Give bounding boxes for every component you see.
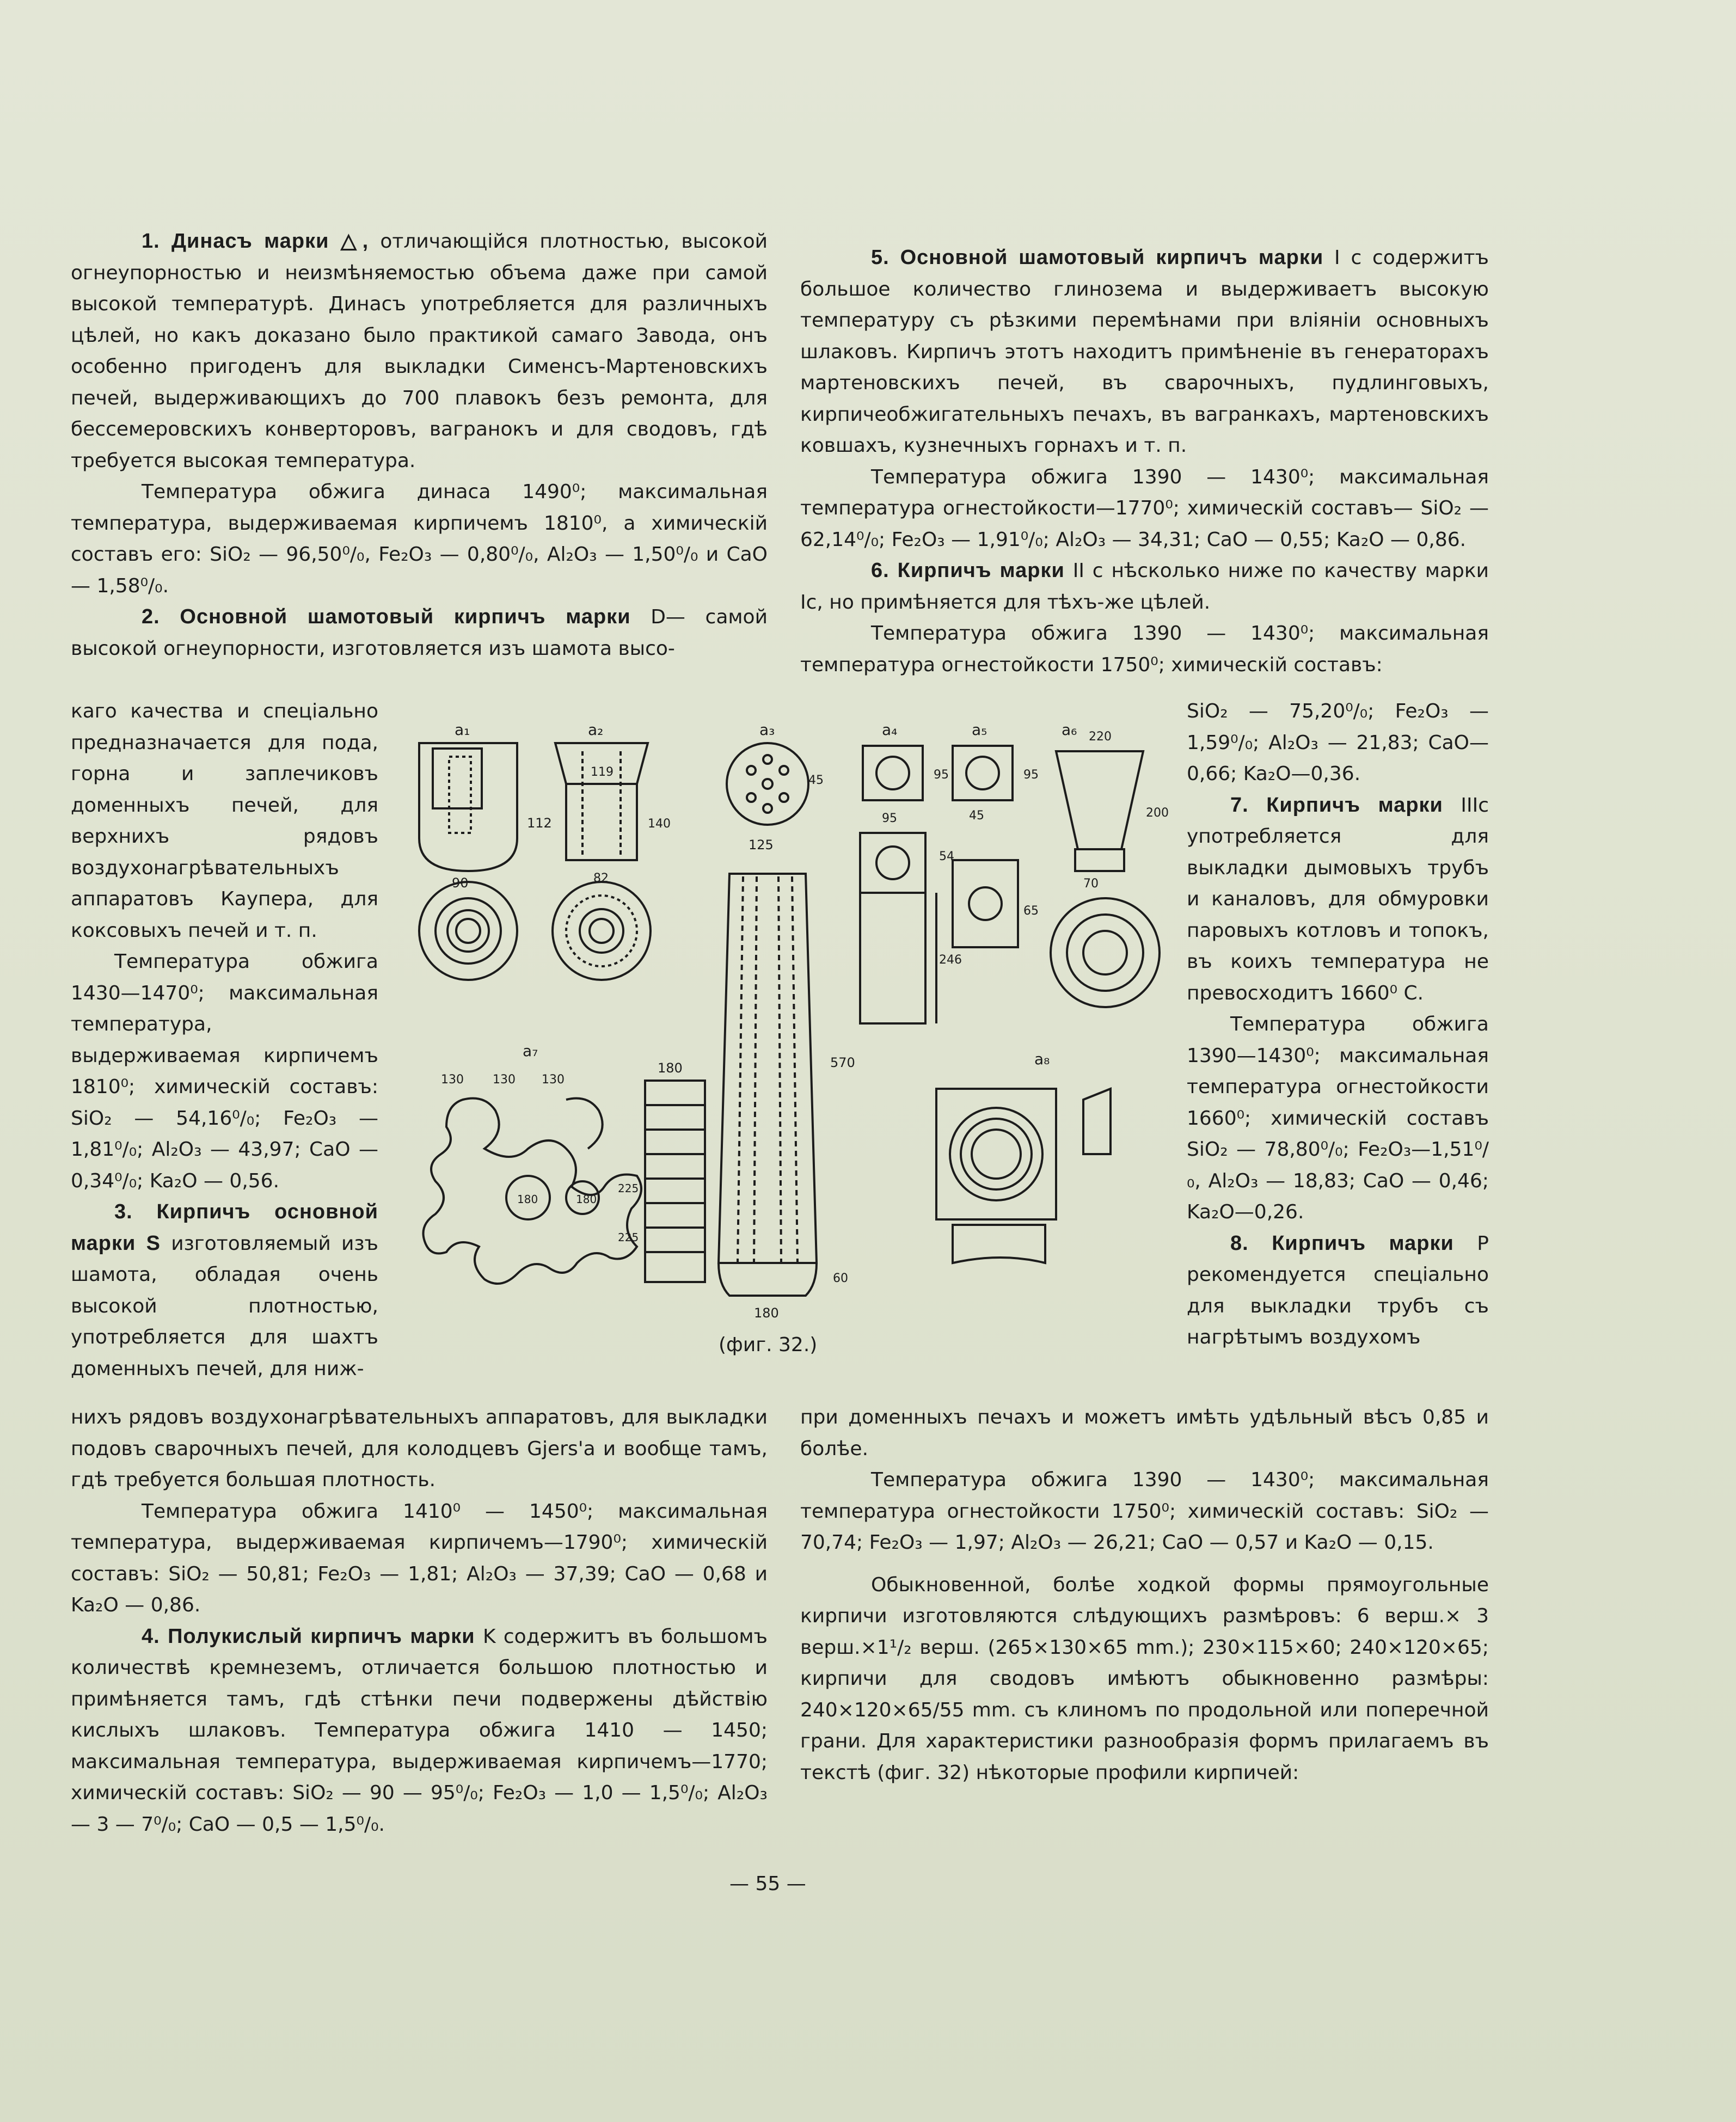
- label-a6: a₆: [1062, 721, 1077, 739]
- paragraph-6-narrow: SiO₂ — 75,20⁰/₀; Fe₂O₃ — 1,59⁰/₀; Al₂O₃ — 21,83; CaO—0,66; Ka₂O—0,36.: [1187, 700, 1489, 785]
- paragraph-4: [71, 1621, 768, 1841]
- paragraph-2-narrow: каго качества и спеціально предназначается для пода, горна и заплечиковъ доменныхъ печей, для верхнихъ рядовъ воздухонагрѣвательныхъ аппаратовъ Каупера, для коксовыхъ печей и т. п.: [71, 700, 378, 942]
- dim-130b: 130: [493, 1073, 516, 1087]
- label-a5: a₅: [972, 721, 987, 739]
- brick-a5: [953, 721, 1039, 947]
- dim-225b: 225: [618, 1231, 639, 1244]
- brick-a1: [419, 721, 552, 980]
- paragraph-1-temp: Температура обжига динаса 1490⁰; максимальная температура, выдерживаемая кирпичемъ 1810⁰, а химическій составъ его: SiO₂ — 96,50⁰/₀, Fe₂O₃ — 0,80⁰/₀, Al₂O₃ — 1,50⁰/₀ и CaO — 1,58⁰/₀.: [71, 481, 768, 597]
- left-column-narrow: [71, 696, 378, 1384]
- dim-180d: 180: [576, 1193, 597, 1206]
- label-a4: a₄: [882, 721, 898, 739]
- brick-a3: [719, 721, 855, 1321]
- label-a8: a₈: [1034, 1050, 1050, 1068]
- paragraph-8-body: при доменныхъ печахъ и можетъ имѣть удѣльный вѣсъ 0,85 и болѣе.: [800, 1406, 1489, 1460]
- paragraph-2-temp: Температура обжига 1430—1470⁰; максимальная температура, выдерживаемая кирпичемъ 1810⁰; химическій составъ: SiO₂ — 54,16⁰/₀; Fe₂O₃ — 1,81⁰/₀; Al₂O₃ — 43,97; CaO — 0,34⁰/₀; Ka₂O — 0,56.: [71, 950, 378, 1192]
- heading-3: 3. Кирпичъ основной марки: [71, 1200, 378, 1255]
- mark-iiic: IIIс: [1461, 794, 1489, 817]
- label-a7: a₇: [523, 1042, 538, 1060]
- mark-s: S: [146, 1231, 161, 1255]
- brick-a6: [1051, 721, 1169, 1007]
- paragraph-7: [1187, 790, 1489, 1009]
- dim-95b: 95: [882, 812, 897, 825]
- paragraph-3-temp: Температура обжига 1410⁰ — 1450⁰; максимальная температура, выдерживаемая кирпичемъ—1790⁰; химическій составъ: SiO₂ — 50,81; Fe₂O₃ — 1,81; Al₂O₃ — 37,39; CaO — 0,68 и Ka₂O — 0,86.: [71, 1500, 768, 1616]
- heading-7: 7. Кирпичъ марки: [1230, 793, 1443, 817]
- paragraph-6-temp: Температура обжига 1390 — 1430⁰; максимальная температура огнестойкости 1750⁰; химическій составъ:: [800, 622, 1489, 676]
- dim-45b: 45: [969, 809, 984, 823]
- mark-p: P: [1477, 1232, 1489, 1255]
- dim-200: 200: [1146, 806, 1169, 820]
- paragraph-8-narrow: рекомендуется спеціально для выкладки трубъ съ нагрѣтымъ воздухомъ: [1187, 1264, 1489, 1348]
- heading-8: 8. Кирпичъ марки: [1230, 1231, 1454, 1255]
- paragraph-5-body: содержитъ большое количество глинозема и выдерживаетъ высокую температуру съ рѣзкими перемѣнами при вліяніи основныхъ шлаковъ. Кирпичъ этотъ находитъ примѣненіе въ генераторахъ мартеновскихъ печей, въ сварочныхъ, пудлинговыхъ, кирпичеобжигательныхъ печахъ, въ вагранкахъ, мартеновскихъ ковшахъ, кузнечныхъ горнахъ и т. п.: [800, 247, 1489, 457]
- right-column-bottom: [800, 1402, 1489, 1788]
- paragraph-3-narrow: изготовляемый изъ шамота, обладая очень высокой плотностью, употребляется для шахтъ доменныхъ печей, для ниж-: [71, 1232, 378, 1380]
- paragraph-5-temp: Температура обжига 1390 — 1430⁰; максимальная температура огнестойкости—1770⁰; химическій составъ— SiO₂ — 62,14⁰/₀; Fe₂O₃ — 1,91⁰/₀; Al₂O₃ — 34,31; CaO — 0,55; Ka₂O — 0,86.: [800, 465, 1489, 551]
- paragraph-6-body: нѣсколько ниже по качеству марки Iс, но примѣняется для тѣхъ-же цѣлей.: [800, 560, 1489, 614]
- dim-220: 220: [1089, 730, 1112, 744]
- dim-70: 70: [1083, 877, 1099, 891]
- paragraph-2-body: — самой высокой огнеупорности, изготовляется изъ шамота высо-: [71, 606, 768, 660]
- brick-a2: [553, 721, 671, 980]
- heading-5: 5. Основной шамотовый кирпичъ марки: [871, 246, 1324, 269]
- heading-2: 2. Основной шамотовый кирпичъ марки: [142, 605, 631, 628]
- dim-225a: 225: [618, 1182, 639, 1195]
- dim-180c: 180: [517, 1193, 538, 1206]
- left-column-bottom: [71, 1402, 768, 1840]
- label-a1: a₁: [455, 721, 470, 739]
- brick-a7: [424, 1042, 642, 1284]
- paragraph-5: [800, 242, 1489, 462]
- paragraph-1-body: отличающійся плотностью, высокой огнеупорностью и неизмѣняемостью объема даже при самой высокой температурѣ. Динасъ употребляется для различныхъ цѣлей, но какъ доказано было практикой самаго Завода, онъ особенно пригоденъ для выкладки Сименсъ-Мартеновскихъ печей, выдерживающихъ до 700 плавокъ безъ ремонта, для бессемеровскихъ конверторовъ, вагранокъ и для сводовъ, гдѣ требуется высокая температура.: [71, 230, 768, 472]
- left-column-top: [71, 226, 768, 664]
- paragraph-7-temp: Температура обжига 1390—1430⁰; максимальная температура огнестойкости 1660⁰; химическій составъ SiO₂ — 78,80⁰/₀; Fe₂O₃—1,51⁰/₀, Al₂O₃ — 18,83; CaO — 0,46; Ka₂O—0,26.: [1187, 1013, 1489, 1223]
- dim-65: 65: [1023, 904, 1039, 918]
- paragraph-6: [800, 555, 1489, 618]
- label-a3: a₃: [759, 721, 775, 739]
- right-column-top: [800, 242, 1489, 680]
- dim-95c: 95: [1023, 768, 1039, 782]
- mark-k: K: [482, 1625, 496, 1648]
- dim-112: 112: [527, 815, 552, 831]
- dim-570: 570: [830, 1055, 855, 1070]
- figure-caption: (фиг. 32.): [719, 1334, 818, 1356]
- dim-130c: 130: [542, 1073, 565, 1087]
- dim-125: 125: [749, 837, 774, 853]
- paragraph-4-body: содержитъ въ большомъ количествѣ кремнеземъ, отличается большою плотностью и примѣняется тамъ, гдѣ стѣнки печи подвержены дѣйствію кислыхъ шлаковъ. Температура обжига 1410 — 1450; максимальная температура, выдерживаемая кирпичемъ—1770; химическій составъ: SiO₂ — 90 — 95⁰/₀; Fe₂O₃ — 1,0 — 1,5⁰/₀; Al₂O₃ — 3 — 7⁰/₀; CaO — 0,5 — 1,5⁰/₀.: [71, 1625, 768, 1836]
- brick-a8: [936, 1050, 1111, 1263]
- mark-d: D: [651, 606, 666, 628]
- heading-4: 4. Полукислый кирпичъ марки: [142, 1624, 475, 1648]
- paragraph-9: Обыкновенной, болѣе ходкой формы прямоугольные кирпичи изготовляются слѣдующихъ размѣровъ: 6 верш.× 3 верш.×1¹/₂ верш. (265×130×65 mm.); 230×115×60; 240×120×65; кирпичи для сводовъ имѣютъ обыкновенно размѣры: 240×120×65/55 mm. съ клиномъ по продольной или поперечной грани. Для характеристики разнообразія формъ прилагаемъ въ текстѣ (фиг. 32) нѣкоторые профили кирпичей:: [800, 1573, 1489, 1784]
- dim-95: 95: [934, 768, 949, 782]
- dim-140: 140: [648, 817, 671, 831]
- figure-32-drawings: [403, 719, 1169, 1361]
- dim-90: 90: [452, 875, 469, 891]
- paragraph-3-body: нихъ рядовъ воздухонагрѣвательныхъ аппаратовъ, для выкладки подовъ сварочныхъ печей, для колодцевъ Gjers'a и вообще тамъ, гдѣ требуется большая плотность.: [71, 1406, 768, 1491]
- dim-54: 54: [939, 850, 954, 863]
- brick-a7-side: [618, 1060, 705, 1282]
- paragraph-8-temp: Температура обжига 1390 — 1430⁰; максимальная температура огнестойкости 1750⁰; химическій составъ: SiO₂ — 70,74; Fe₂O₃ — 1,97; Al₂O₃ — 26,21; CaO — 0,57 и Ka₂O — 0,15.: [800, 1469, 1489, 1554]
- brick-a4: [860, 721, 962, 1023]
- dim-180b: 180: [658, 1060, 683, 1076]
- heading-1: 1. Динасъ марки △,: [142, 230, 369, 253]
- paragraph-2: [71, 602, 768, 664]
- dim-60: 60: [833, 1272, 848, 1285]
- label-a2: a₂: [588, 721, 604, 739]
- dim-130a: 130: [441, 1073, 464, 1087]
- mark-iic: II с: [1072, 560, 1103, 582]
- dim-180: 180: [754, 1305, 779, 1321]
- dim-82: 82: [593, 872, 609, 885]
- paragraph-8: [1187, 1228, 1489, 1353]
- page-number: — 55 —: [729, 1873, 806, 1895]
- dim-119: 119: [591, 765, 614, 779]
- right-column-narrow: [1187, 696, 1489, 1353]
- dim-45: 45: [808, 774, 824, 787]
- mark-ic: I с: [1334, 247, 1362, 269]
- paragraph-1: [71, 226, 768, 476]
- paragraph-7-narrow: употребляется для выкладки дымовыхъ трубъ и каналовъ, для обмуровки паровыхъ котловъ и топокъ, въ коихъ температура не превосходитъ 1660⁰ С.: [1187, 825, 1489, 1004]
- heading-6: 6. Кирпичъ марки: [871, 559, 1065, 582]
- dim-246: 246: [939, 953, 962, 967]
- paragraph-3: [71, 1197, 378, 1384]
